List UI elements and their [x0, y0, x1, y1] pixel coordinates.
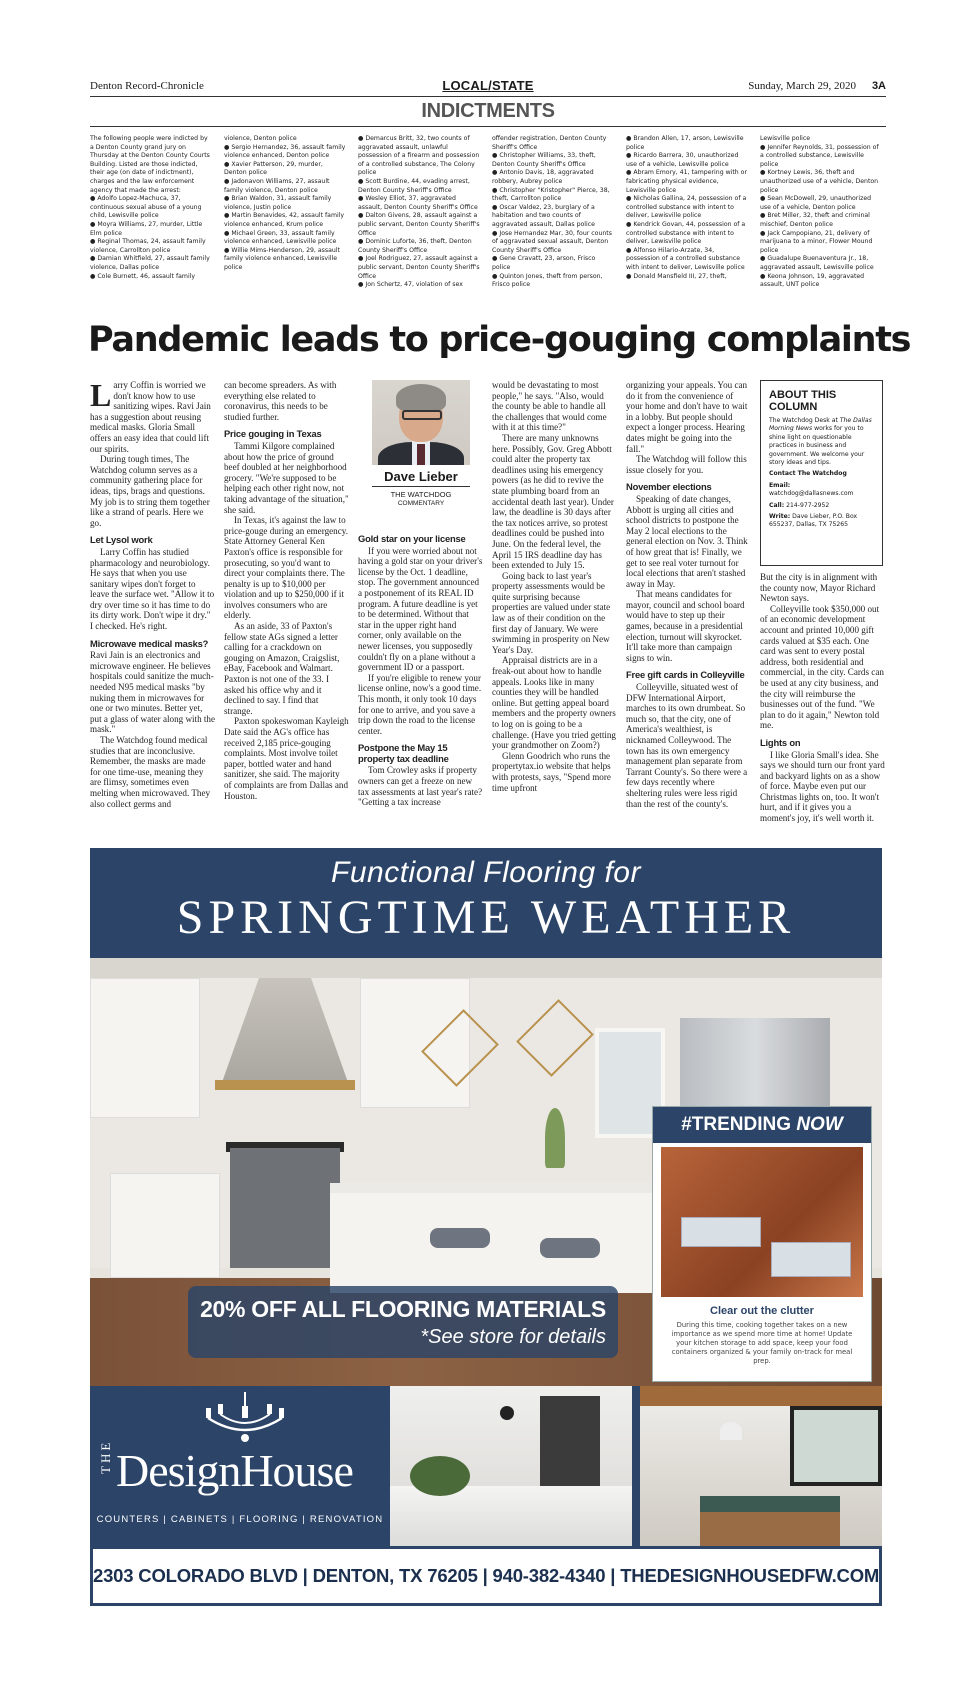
paragraph: Glenn Goodrich who runs the propertytax.io website that helps with protests, says, "Spend more time upfront — [492, 750, 611, 793]
paragraph: In Texas, it's against the law to price-gouge during an emergency. State Attorney General Ken Paxton's office is responsible for prosecuting, so you'd want to direct your complaints there. The penalty is up to $10,000 per violation and up to $250,000 if it involves consumers who are elderly. — [224, 515, 348, 621]
about-title: ABOUT THIS COLUMN — [769, 389, 837, 413]
paragraph: I like Gloria Small's idea. She says we should turn our front yard and backyard lights on as a show of force. Maybe even put our Christmas lights on, too. It won't hurt, and if it gives you a moment's joy, it's well worth it. — [760, 749, 885, 824]
issue-date: Sunday, March 29, 2020 — [748, 80, 856, 92]
design-house-logo — [90, 1386, 390, 1546]
paragraph: Appraisal districts are in a freak-out about how to handle appeals. Looks like in many counties they will be handled online. But getting appeal board members and the property owners to log on is going to be a challenge. (Have you tried getting your grandmother on Zoom?) — [492, 655, 616, 751]
contact-mail: Write: Dave Lieber, P.O. Box 655237, Dallas, TX 75265 — [769, 513, 858, 529]
article-column-1 — [90, 380, 215, 809]
paragraph: The Watchdog found medical studies that are inconclusive. Remember, the masks are made for one time-use, meaning they are flimsy, sometimes even melting when microwaved. They also collect germs and — [90, 735, 211, 809]
discount-text: 20% OFF ALL FLOORING MATERIALS — [200, 1296, 606, 1322]
section-name: LOCAL/STATE — [442, 78, 534, 93]
paragraph: As an aside, 33 of Paxton's fellow state AGs signed a letter calling for a crackdown on gouging on Amazon, Craigslist, eBay, Facebook and Walmart. Paxton is not one of the 33. I asked his office why and it declined to say. I find that strange. — [224, 621, 340, 716]
trending-card — [652, 1106, 872, 1382]
subhead: Postpone the May 15 property tax deadline — [358, 742, 449, 764]
contact-label: Contact The Watchdog — [769, 470, 847, 478]
bathroom-photo — [390, 1386, 632, 1546]
paragraph: The Watchdog will follow this issue closely for you. — [626, 454, 747, 475]
author-photo — [372, 380, 470, 465]
paragraph: Colleyville, situated west of DFW International Airport, marches to its own drumbeat. So much so, that the city, one of America's wealthiest, is nicknamed Colleywood. The town has its own emergency management plan separate from Tarrant County's. So there were a few days recently where sheltering rules were less rigid than the rest of the county's. — [626, 682, 748, 809]
card-body: During this time, cooking together takes on a new importance as we spend more time at home! Update your kitchen storage to add space, keep your food containers organized & your family on-track for meal prep. — [671, 1321, 853, 1365]
paragraph: Tom Crowley asks if property owners can get a freeze on new tax assessments at last year's rate? "Getting a tax increase — [358, 765, 483, 808]
paragraph: There are many unknowns here. Possibly, Gov. Greg Abbott could alter the property tax deadlines using his emergency powers (as he did to revive the state plumbing board from an accidental death last year). Under law, the deadline is 30 days after the tax notices arrive, so protest deadlines could be pushed into June. On the federal level, the April 15 IRS deadline day has been extended to July 15. — [492, 432, 614, 571]
indictments-column: violence, Denton police ● Sergio Hernandez, 36, assault family violence enhanced, Denton police ● Xavier Patterson, 29, murder, Denton police ● Jadonavon Williams, 27, assault family violence, Denton police ● Brian Waldon, 31, assault family violence, Justin police ● Martin Benavides, 42, assault family violence enhanced, Krum police ● Michael Green, 33, assault family violence enhanced, Lewisville police ● Willie Mims-Henderson, 29, assault family violence enhanced, Lewisville police — [224, 135, 346, 271]
column-label: COMMENTARY — [397, 500, 445, 507]
paragraph: That means candidates for mayor, council and school board would have to step up their games, because in a presidential election, turnout will skyrocket. It'll take more than campaign signs to win. — [626, 589, 745, 663]
paragraph: Colleyville took $350,000 out of an economic development account and printed 10,000 gift cards valued at $35 each. One card was sent to every postal address, both residential and commercial, in the city. Cards can be used at any city business, and the city will reimburse the businesses out of the fund. "We plan to do it again," Newton told me. — [760, 603, 884, 731]
paper-name: Denton Record-Chronicle — [90, 80, 204, 92]
logo-the: THE — [98, 1439, 113, 1474]
paragraph: Going back to last year's property assessments would be quite surprising because properties are valued under state law as of their condition on the first day of January. We were swimming in prosperity on New Year's Day. — [492, 570, 611, 655]
article-column-3 — [358, 534, 483, 808]
paragraph: organizing your appeals. You can do it from the convenience of your home and don't have to wait in a lobby. But people should expect a longer process. Hearing dates might be going into the fall." — [626, 380, 748, 454]
paragraph: Ravi Jain is an electronics and microwave engineer. He believes hospitals could sanitize the much-needed N95 medical masks "by nuking them in microwaves for one or two minutes. Better yet, put a glass of water along with the mask." — [90, 650, 215, 735]
indictments-column: ● Demarcus Britt, 32, two counts of aggravated assault, unlawful possession of a firearm and possession of a controlled substance, The Colony police ● Scott Burdine, 44, evading arrest, Denton County Sheriff's Office ● Wesley Elliot, 37, aggravated assault, Denton County Sheriff's Office ● Dalton Givens, 28, assault against a public servant, Denton County Sheriff's Office ● Dominic Luforte, 36, theft, Denton County Sheriff's Office ● Joel Rodriguez, 27, assault against a public servant, Denton County Sheriff's Office ● Jon Schertz, 47, violation of sex — [358, 135, 480, 289]
ad-tagline: Functional Flooring for — [331, 856, 641, 889]
paragraph: can become spreaders. As with everything else related to coronavirus, this needs to be studied further. — [224, 380, 337, 422]
paragraph: If you're eligible to renew your license online, now's a good time. This month, it only took 10 days for one to arrive, and you save a trip down the road to the license center. — [358, 672, 482, 736]
folio-rule — [90, 96, 886, 97]
dining-kitchen-photo — [640, 1386, 882, 1546]
ad-title: SPRINGTIME WEATHER — [176, 891, 796, 944]
paragraph: would be devastating to most people," he says. "Also, would the county be able to handle all the challenges that would come with it at this time?" — [492, 380, 607, 433]
indictments-column: ● Brandon Allen, 17, arson, Lewisville police ● Ricardo Barrera, 30, unauthorized use of a vehicle, Lewisville police ● Abram Emory, 41, tampering with or fabricating physical evidence, Lewisville police ● Nicholas Gallina, 24, possession of a controlled substance with intent to deliver, Lewisville police ● Kendrick Govan, 44, possession of a controlled substance with intent to deliver, Lewisville police ● Alfonso Hilario-Arzate, 34, possession of a controlled substance with intent to deliver, Lewisville police ● Donald Mansfield III, 27, theft, — [626, 135, 748, 280]
article-column-4 — [492, 380, 617, 793]
indictments-heading: INDICTMENTS — [421, 100, 555, 122]
subhead: November elections — [626, 481, 712, 493]
contact-phone: Call: 214-977-2952 — [769, 501, 830, 509]
trending-heading: #TRENDING NOW — [653, 1107, 871, 1143]
page-number: 3A — [871, 80, 886, 92]
discount-note: *See store for details — [420, 1326, 606, 1348]
paragraph: Paxton spokeswoman Kayleigh Date said the AG's office has received 2,185 price-gouging complaints. Most involve toilet paper, bottled water and hand sanitizer, she said. The majority of complaints are from Dallas and Houston. — [224, 716, 349, 801]
indictments-list — [90, 135, 886, 295]
chandelier-icon — [200, 1392, 290, 1444]
paragraph: Larry Coffin has studied pharmacology and neurobiology. He says that when you use sanitary wipes don't forget to leave the surface wet. "Allow it to dry over time so it has time to do its dirty work. Don't wipe it dry." I checked. He's right. — [90, 546, 215, 632]
design-house-ad — [90, 848, 882, 1606]
folio — [90, 80, 886, 96]
article-column-2 — [224, 380, 349, 801]
about-column-box — [760, 380, 883, 566]
paragraph: If you were worried about not having a gold star on your driver's license by the Oct. 1 deadline, stop. The government announced a postponement of its REAL ID program. A future deadline is yet to be determined. Without that star in the upper right hand corner, only available on the newer licenses, you supposedly couldn't fly on a plane without a government ID or a passport. — [358, 545, 483, 673]
subhead: Price gouging in Texas — [224, 428, 322, 440]
logo-name: DesignHouse — [116, 1445, 353, 1496]
indictments-rule — [90, 126, 886, 127]
subhead: Free gift cards in Colleyville — [626, 669, 745, 681]
subhead: Gold star on your license — [358, 534, 466, 544]
indictments-column: Lewisville police ● Jennifer Reynolds, 31, possession of a controlled substance, Lewisville police ● Kortney Lewis, 36, theft and unauthorized use of a vehicle, Denton police ● Sean McDowell, 29, unauthorized use of a vehicle, Denton police ● Bret Miller, 32, theft and criminal mischief, Denton police ● Jack Campopiano, 21, delivery of marijuana to a minor, Flower Mound police ● Guadalupe Buenaventura Jr., 18, aggravated assault, Lewisville police ● Keona Johnson, 19, aggravated assault, UNT police — [760, 135, 879, 289]
discount-banner — [188, 1286, 618, 1358]
indictments-column: offender registration, Denton County Sheriff's Office ● Christopher Williams, 33, theft, Denton County Sheriff's Office ● Antonio Davis, 18, aggravated robbery, Aubrey police ● Christopher "Kristopher" Pierce, 38, theft, Carrollton police ● Oscar Valdez, 23, burglary of a habitation and two counts of aggravated assault, Dallas police ● Jose Hernandez Mar, 30, four counts of aggravated sexual assault, Denton County Sheriff's Office ● Gene Cravatt, 23, arson, Frisco police ● Quinton Jones, theft from person, Frisco police — [492, 135, 612, 289]
card-title: Clear out the clutter — [710, 1305, 814, 1317]
paragraph: Larry Coffin is worried we don't know how to use sanitizing wipes. Ravi Jain has a suggestion about reusing medical masks. Gloria Small offers an easy idea that could lift our spirits. — [90, 380, 211, 454]
cabinet-drawers-photo — [661, 1147, 863, 1297]
article-column-5 — [626, 380, 751, 809]
subhead: Let Lysol work — [90, 534, 153, 546]
indictments-column: The following people were indicted by a Denton County grand jury on Thursday at the Denton County Courts Building. Listed are those indicted, their age (on date of indictment), charges and the law enforcement agency that made the arrest: ● Adolfo Lopez-Machuca, 37, continuous sexual abuse of a young child, Lewisville police ● Moyra Williams, 27, murder, Little Elm police ● Reginal Thomas, 24, assault family violence, Carrollton police ● Damian Whitfield, 27, assault family violence, Dallas police ● Cole Burnett, 46, assault family — [90, 135, 210, 280]
logo-services: COUNTERS | CABINETS | FLOORING | RENOVATION — [96, 1514, 384, 1525]
subhead: Lights on — [760, 736, 801, 748]
contact-email[interactable]: Email: watchdog@dallasnews.com — [769, 481, 854, 498]
subhead: Microwave medical masks? — [90, 637, 209, 649]
byline — [372, 469, 470, 507]
author-name: Dave Lieber — [372, 469, 470, 487]
paragraph: Tammi Kilgore complained about how the price of ground beef doubled at her neighborhood grocery. "We're supposed to be helping each other right now, not taking advantage of the situation," she said. — [224, 440, 349, 515]
paragraph: During tough times, The Watchdog column serves as a community gathering place for ideas, tips, brags and questions. My job is to string them together like a strand of pearls. Here we go. — [90, 454, 210, 528]
article-headline: Pandemic leads to price-gouging complaints — [88, 320, 911, 360]
about-intro: The Watchdog Desk at The Dallas Morning News works for you to shine light on questionable practices in business and government. We welcome your story ideas and tips. — [769, 417, 872, 467]
article-column-6 — [760, 572, 885, 824]
drop-cap: L — [90, 380, 112, 413]
paragraph: Speaking of date changes, Abbott is urging all cities and school districts to postpone the May 2 local elections to the general election on Nov. 3. Think of how great that is! Finally, we get to see real voter turnout for local elections that aren't stashed away in May. — [626, 493, 748, 589]
paragraph: But the city is in alignment with the county now, Mayor Richard Newton says. — [760, 572, 878, 604]
store-address-bar[interactable]: 2303 COLORADO BLVD | DENTON, TX 76205 | 940-382-4340 | THEDESIGNHOUSEDFW.COM — [90, 1546, 882, 1606]
author-title: THE WATCHDOG — [390, 490, 452, 499]
